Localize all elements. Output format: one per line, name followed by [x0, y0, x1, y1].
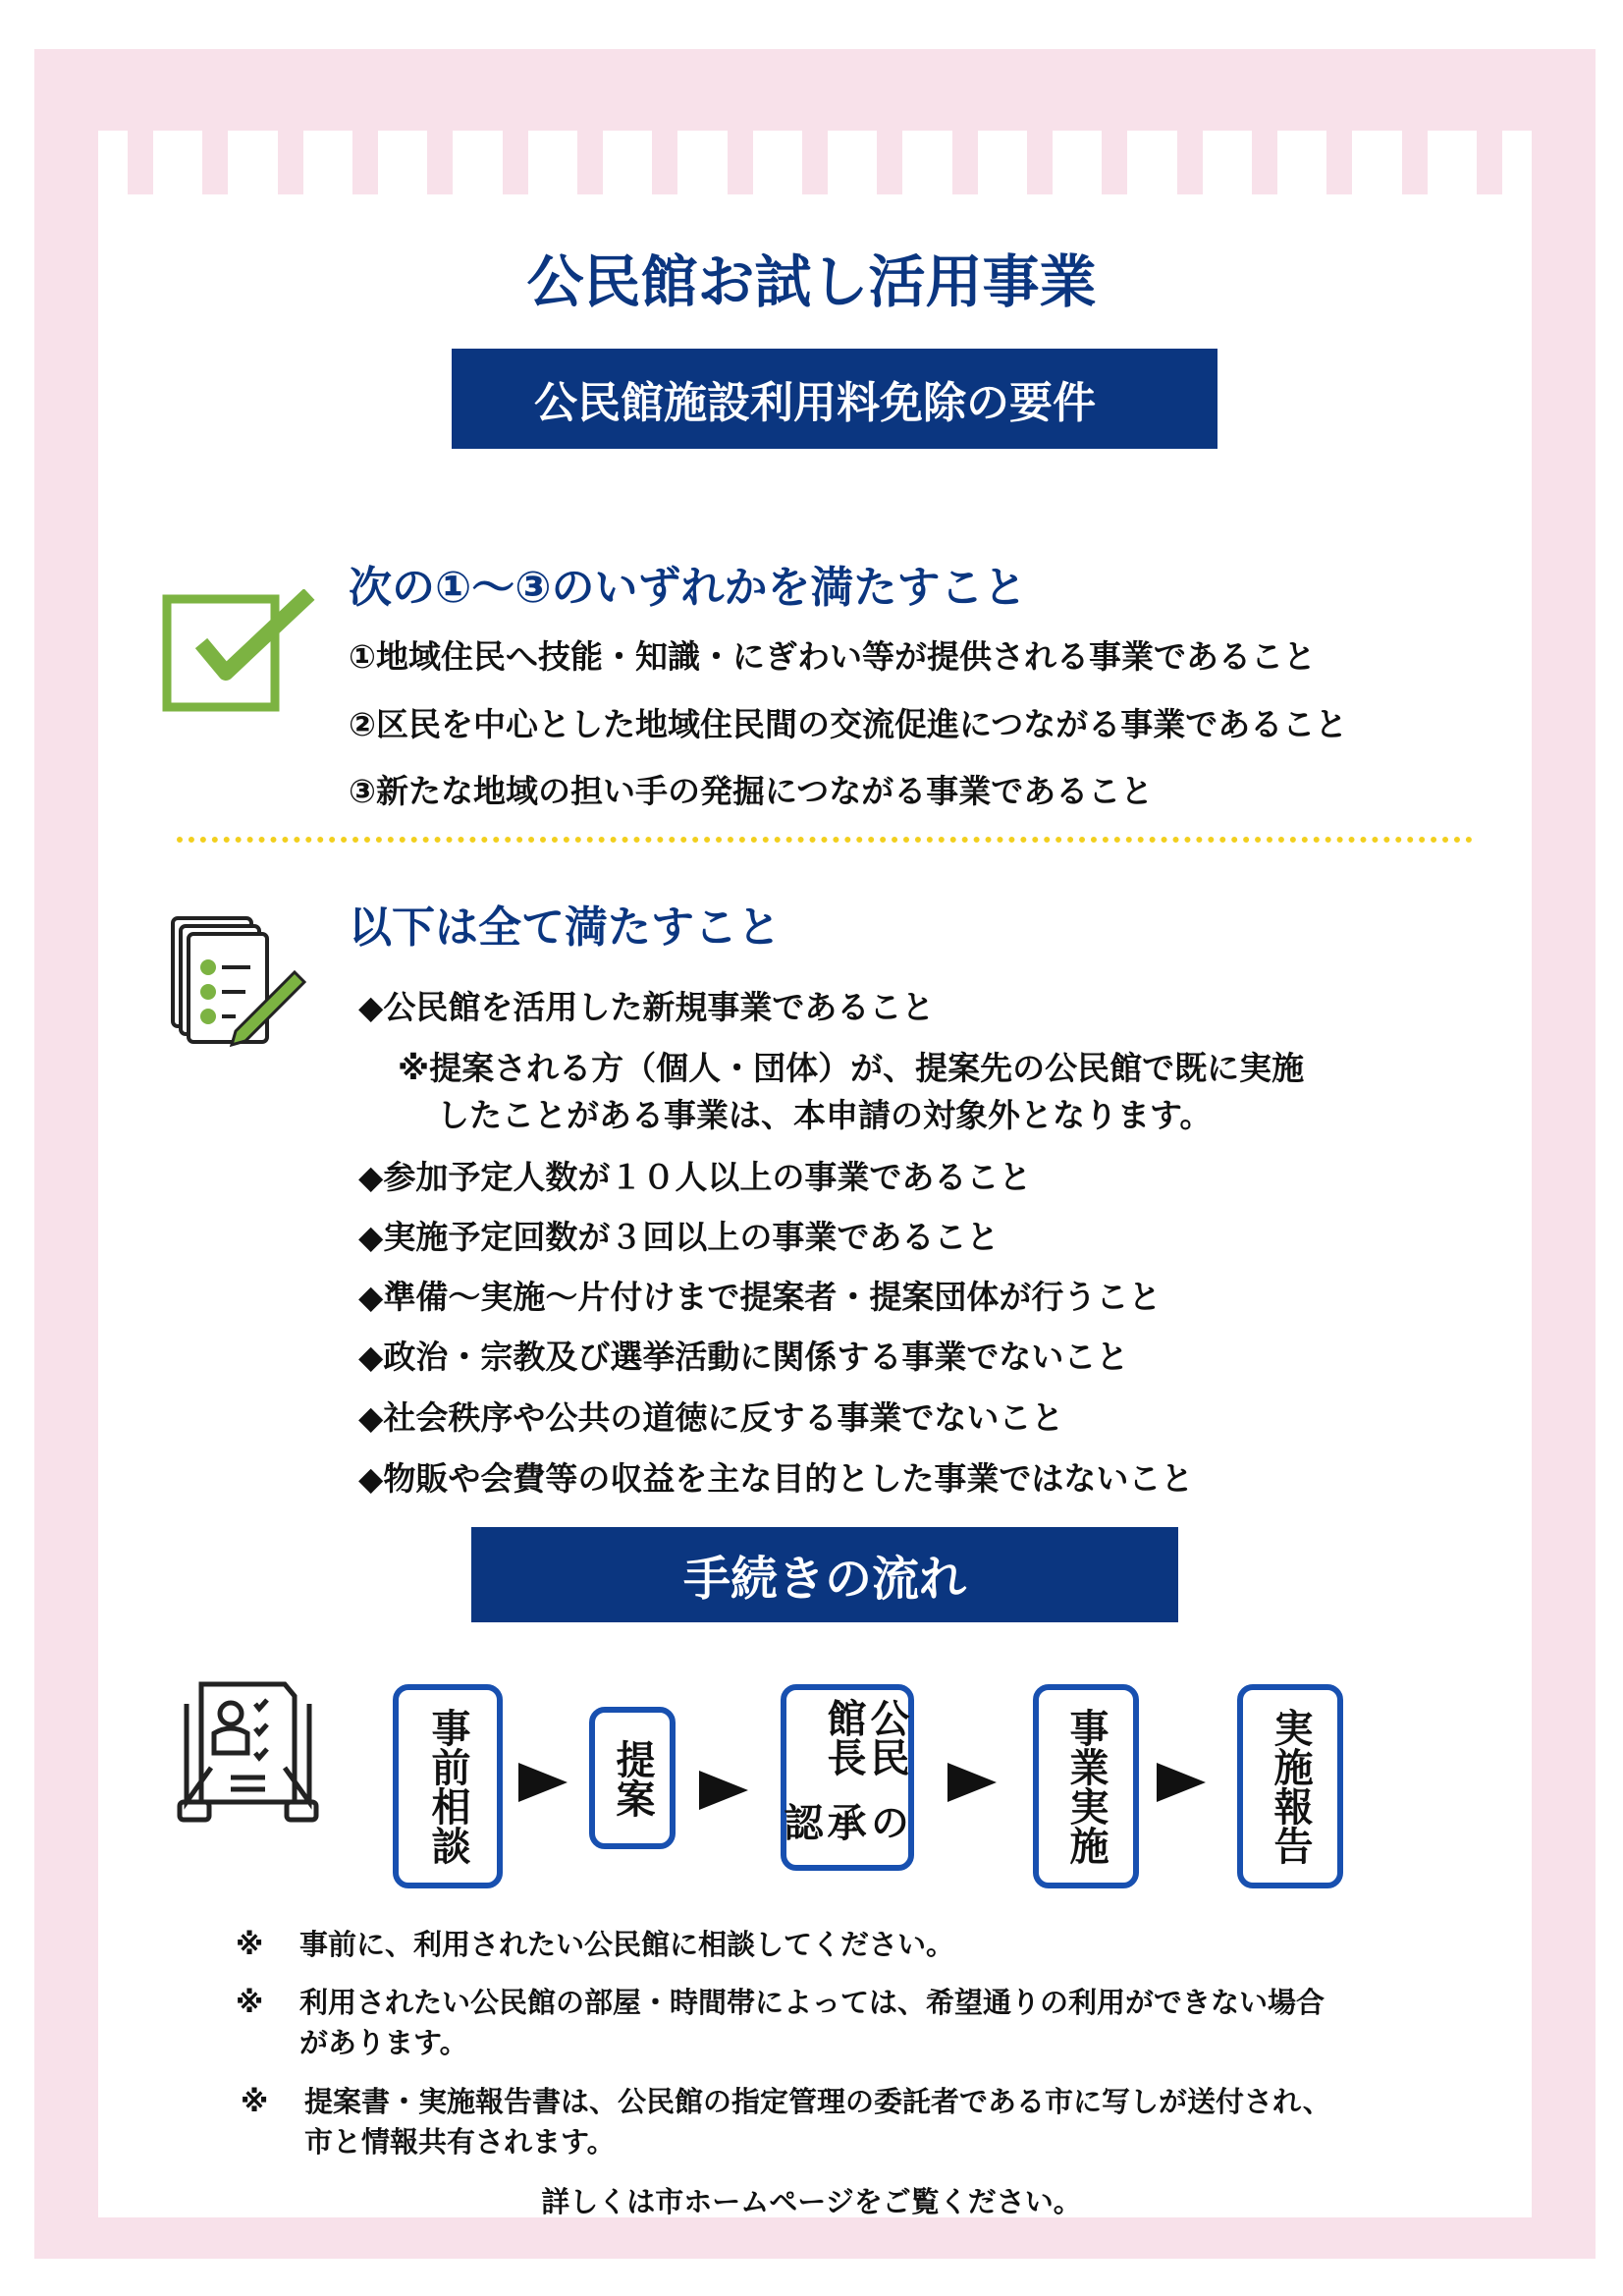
requirement-item: ◆公民館を活用した新規事業であること	[358, 988, 935, 1026]
checklist-pencil-icon	[167, 913, 309, 1051]
requirement-item: ◆政治・宗教及び選挙活動に関係する事業でないこと	[358, 1338, 1129, 1376]
flow-step-approval-line1: 公民館長	[821, 1698, 909, 1777]
arrow-right-icon	[518, 1763, 568, 1802]
section1-heading: 次の①～③のいずれかを満たすこと	[349, 563, 1027, 613]
requirement-note: ※提案される方（個人・団体）が、提案先の公民館で既に実施	[398, 1049, 1305, 1087]
flow-step-report: 実施報告	[1237, 1684, 1343, 1888]
requirement-item: ◆実施予定回数が３回以上の事業であること	[358, 1218, 1000, 1256]
arrow-right-icon	[1157, 1763, 1206, 1802]
note-item: ※ 利用されたい公民館の部屋・時間帯によっては、希望通りの利用ができない場合 があります。	[236, 1986, 1325, 2059]
person-document-icon	[177, 1674, 319, 1827]
section2-heading: 以下は全て満たすこと	[349, 902, 781, 953]
condition-item: ②区民を中心とした地域住民間の交流促進につながる事業であること	[349, 705, 1348, 743]
flow-step-proposal: 提案	[589, 1707, 676, 1849]
requirement-item: ◆社会秩序や公共の道徳に反する事業でないこと	[358, 1398, 1064, 1437]
requirement-note: したことがある事業は、本申請の対象外となります。	[437, 1096, 1213, 1134]
arrow-right-icon	[699, 1771, 748, 1810]
note-item: ※ 提案書・実施報告書は、公民館の指定管理の委託者である市に写しが送付され、 市と情報共有されます。	[241, 2085, 1331, 2159]
torn-edge-decoration	[128, 131, 1502, 194]
condition-item: ①地域住民へ技能・知識・にぎわい等が提供される事業であること	[349, 637, 1316, 676]
arrow-right-icon	[947, 1763, 997, 1802]
dotted-divider	[177, 837, 1473, 843]
requirements-banner: 公民館施設利用料免除の要件	[452, 349, 1217, 449]
flow-step-approval	[778, 1684, 914, 1871]
requirement-item: ◆物販や会費等の収益を主な目的とした事業ではないこと	[358, 1459, 1194, 1498]
requirement-item: ◆参加予定人数が１０人以上の事業であること	[358, 1158, 1032, 1196]
flow-step-approval-line2: の承認	[778, 1801, 909, 1841]
flow-step-consultation: 事前相談	[393, 1684, 503, 1888]
checkbox-check-icon	[162, 589, 319, 717]
condition-item: ③新たな地域の担い手の発掘につながる事業であること	[349, 772, 1154, 810]
flow-banner: 手続きの流れ	[471, 1527, 1178, 1622]
requirement-item: ◆準備～実施～片付けまで提案者・提案団体が行うこと	[358, 1278, 1162, 1316]
page-title: 公民館お試し活用事業	[526, 248, 1097, 315]
footer-text: 詳しくは市ホームページをご覧ください。	[541, 2185, 1082, 2218]
flow-step-implementation: 事業実施	[1033, 1684, 1139, 1888]
note-item: ※ 事前に、利用されたい公民館に相談してください。	[236, 1928, 955, 1961]
